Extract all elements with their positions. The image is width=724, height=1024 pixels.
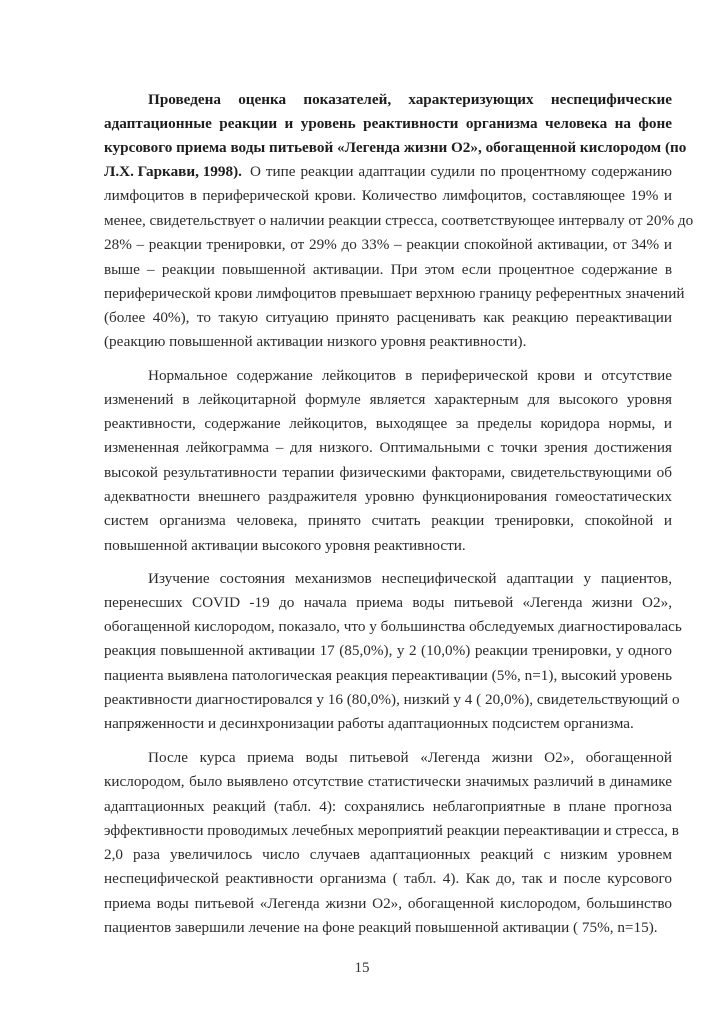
paragraph-4-line-2: кислородом, было выявлено отсутствие статистически значимых различий в динамике — [104, 773, 672, 790]
reaction-type-sentence: О типе реакции адаптации судили по процентному содержанию — [250, 163, 672, 180]
paragraph-3-line-6: реактивности диагностировался у 16 (80,0%), низкий у 4 ( 20,0%), свидетельствующий о — [104, 691, 680, 708]
paragraph-1-line-7: 28% – реакции тренировки, от 29% до 33% – реакции спокойной активации, от 34% и — [104, 236, 672, 253]
paragraph-4-line-1: После курса приема воды питьевой «Легенда жизни О2», обогащенной — [148, 749, 672, 766]
paragraph-1-line-6: менее, свидетельствует о наличии реакции стресса, соответствующее интервалу от 20% до — [104, 212, 694, 229]
paragraph-2-line-3: реактивности, содержание лейкоцитов, выходящее за пределы коридора нормы, и — [104, 415, 672, 432]
paragraph-1-line-9: периферической крови лимфоцитов превышает верхнюю границу референтных значений — [104, 285, 685, 302]
paragraph-1-line-11: (реакцию повышенной активации низкого уровня реактивности). — [104, 333, 527, 350]
paragraph-4-line-7: приема воды питьевой «Легенда жизни О2», обогащенной кислородом, большинство — [104, 895, 672, 912]
paragraph-4-line-8: пациентов завершили лечение на фоне реакций повышенной активации ( 75%, n=15). — [104, 919, 658, 936]
paragraph-3-line-1: Изучение состояния механизмов неспецифической адаптации у пациентов, — [148, 570, 672, 587]
paragraph-3-line-7: напряженности и десинхронизации работы адаптационных подсистем организма. — [104, 715, 634, 732]
paragraph-3-line-3: обогащенной кислородом, показало, что у большинства обследуемых диагностировалась — [104, 618, 682, 635]
paragraph-2-line-6: адекватности внешнего раздражителя уровню функционирования гомеостатических — [104, 488, 672, 505]
paragraph-1-line-3: курсового приема воды питьевой «Легенда жизни О2», обогащенной кислородом (по — [104, 139, 687, 156]
paragraph-2-line-5: высокой результативности терапии физическими факторами, свидетельствующими об — [104, 464, 672, 481]
paragraph-4-line-4: эффективности проводимых лечебных мероприятий реакции переактивации и стресса, в — [104, 822, 679, 839]
paragraph-2-line-7: систем организма человека, принято считать реакции тренировки, спокойной и — [104, 512, 672, 529]
paragraph-2-line-1: Нормальное содержание лейкоцитов в периферической крови и отсутствие — [148, 367, 672, 384]
paragraph-1-line-2: адаптационные реакции и уровень реактивности организма человека на фоне — [104, 115, 672, 132]
paragraph-2-line-2: изменений в лейкоцитарной формуле является характерным для высокого уровня — [104, 391, 672, 408]
paragraph-1-line-4-rest — [104, 161, 672, 183]
paragraph-1-line-10: (более 40%), то такую ситуацию принято расценивать как реакцию переактивации — [104, 309, 672, 326]
citation-bold: Л.Х. Гаркави, 1998). — [104, 163, 242, 180]
paragraph-3-line-2: перенесших COVID -19 до начала приема воды питьевой «Легенда жизни О2», — [104, 594, 672, 611]
paragraph-3-line-5: пациента выявлена патологическая реакция переактивации (5%, n=1), высокий уровень — [104, 667, 672, 684]
paragraph-4-line-6: неспецифической реактивности организма ( табл. 4). Как до, так и после курсового — [104, 870, 672, 887]
paragraph-1-line-4 — [104, 161, 672, 183]
paragraph-2-line-8: повышенной активации высокого уровня реактивности. — [104, 537, 466, 554]
paragraph-1-line-8: выше – реакции повышенной активации. При этом если процентное содержание в — [104, 261, 672, 278]
paragraph-2-line-4: измененная лейкограмма – для низкого. Оптимальными с точки зрения достижения — [104, 439, 672, 456]
paragraph-4-line-5: 2,0 раза увеличилось число случаев адаптационных реакций с низким уровнем — [104, 846, 672, 863]
page-number: 15 — [354, 960, 370, 976]
paragraph-1-line-1: Проведена оценка показателей, характеризующих неспецифические — [148, 91, 672, 108]
paragraph-3-line-4: реакция повышенной активации 17 (85,0%), у 2 (10,0%) реакции тренировки, у одного — [104, 642, 672, 659]
paragraph-4-line-3: адаптационных реакций (табл. 4): сохранялись неблагоприятные в плане прогноза — [104, 798, 672, 815]
paragraph-1-line-5: лимфоцитов в периферической крови. Количество лимфоцитов, составляющее 19% и — [104, 187, 672, 204]
